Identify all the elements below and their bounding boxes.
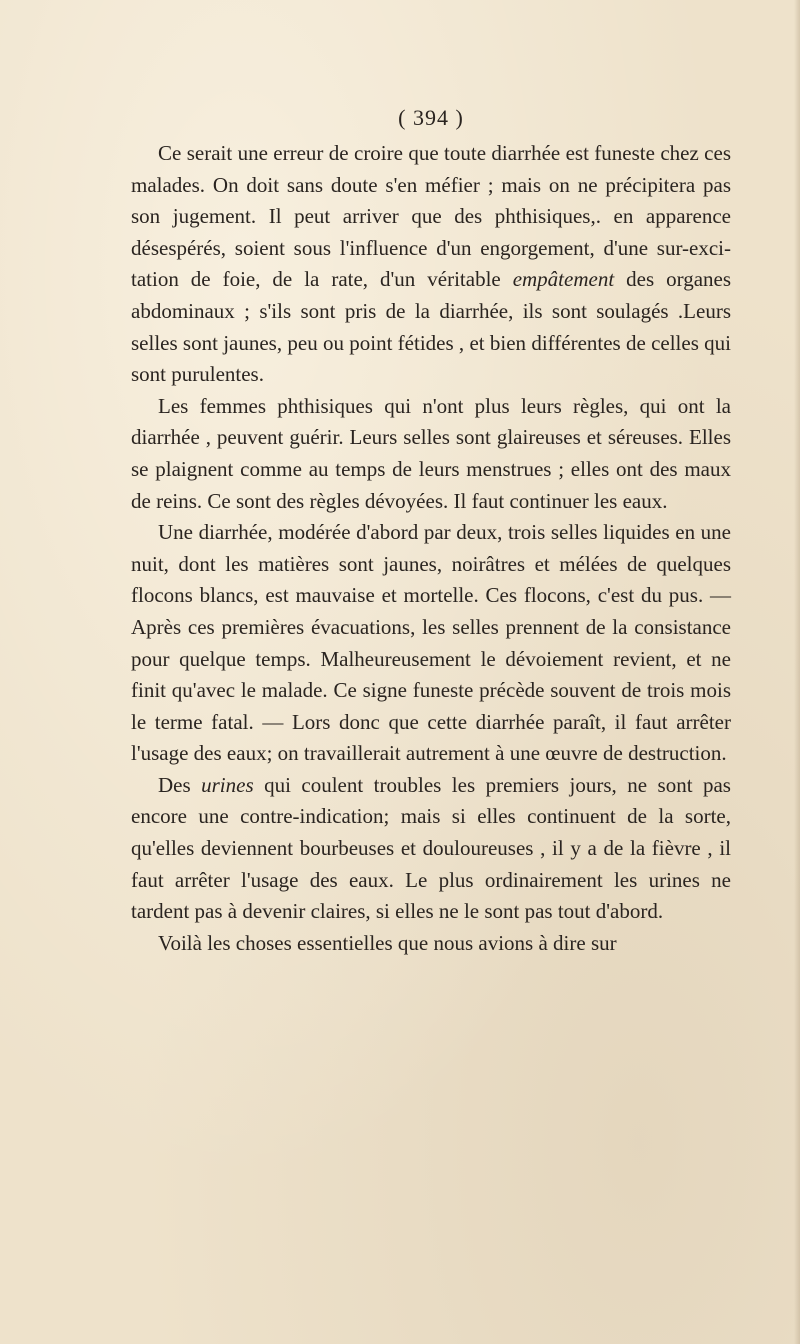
paragraph-2-text: Les femmes phthisiques qui n'ont plus leurs règles, qui ont la diarrhée , peuvent guérir. Leurs selles sont glaireuses et séreuses. Elles se plaignent comme au temps de leurs menstrues ; elles ont des maux de reins. Ce sont des règles dévoyées. Il faut continuer les eaux. [131,393,731,513]
paragraph-5 [131,928,731,960]
page-edge-shadow [794,0,800,1344]
paragraph-3 [131,517,731,770]
paragraph-1 [131,138,731,391]
italic-term-empatement: empâtement [512,267,615,292]
text-block [131,100,731,959]
paragraph-3-text: Une diarrhée, modérée d'abord par deux, trois selles liquides en une nuit, dont les matières sont jaunes, noirâtres et mélées de quelques flocons blancs, est mauvaise et mortelle. Ces flocons, c'est du pus. — Après ces premières évacuations, les selles prennent de la consistance pour quelque temps. Malheureusement le dévoiement revient, et ne finit qu'avec le malade. Ce signe funeste précède souvent de trois mois le terme fatal. — Lors donc que cette diarrhée paraît, il faut arrêter l'usage des eaux; on travaillerait autrement à une œuvre de destruction. [131,520,731,766]
paragraph-4-text-a: Des [158,772,202,797]
paragraph-5-text: Voilà les choses essentielles que nous avions à dire sur [158,930,617,955]
page-number: ( 394 ) [398,105,464,130]
paragraph-4-text-b: qui coulent troubles les premiers jours, ne sont pas encore une contre-indication; mais si elles continuent de la sorte, qu'elles deviennent bourbeuses et douloureuses , il y a de la fièvre , il faut arrêter l'usage des eaux. Le plus ordinairement les urines ne tardent pas à devenir claires, si elles ne le sont pas tout d'abord. [131,772,731,924]
paragraph-1-text-a: Ce serait une erreur de croire que toute diarrhée est funeste chez ces malades. On doit sans doute s'en méfier ; mais on ne précipitera pas son jugement. Il peut arriver que des phthisiques,. en apparence désespérés, soient sous l'influence d'un engorgement, d'une sur-excitation de foie, de la rate, d'un véritable [131,141,731,292]
paragraph-4 [131,770,731,928]
italic-term-urines: urines [201,772,254,797]
paragraph-1-text-b: des organes abdominaux ; s'ils sont pris de la diarrhée, ils sont soulagés .Leurs selles sont jaunes, peu ou point fétides , et bien différentes de celles qui sont purulentes. [131,267,732,387]
paragraph-2 [131,391,731,517]
